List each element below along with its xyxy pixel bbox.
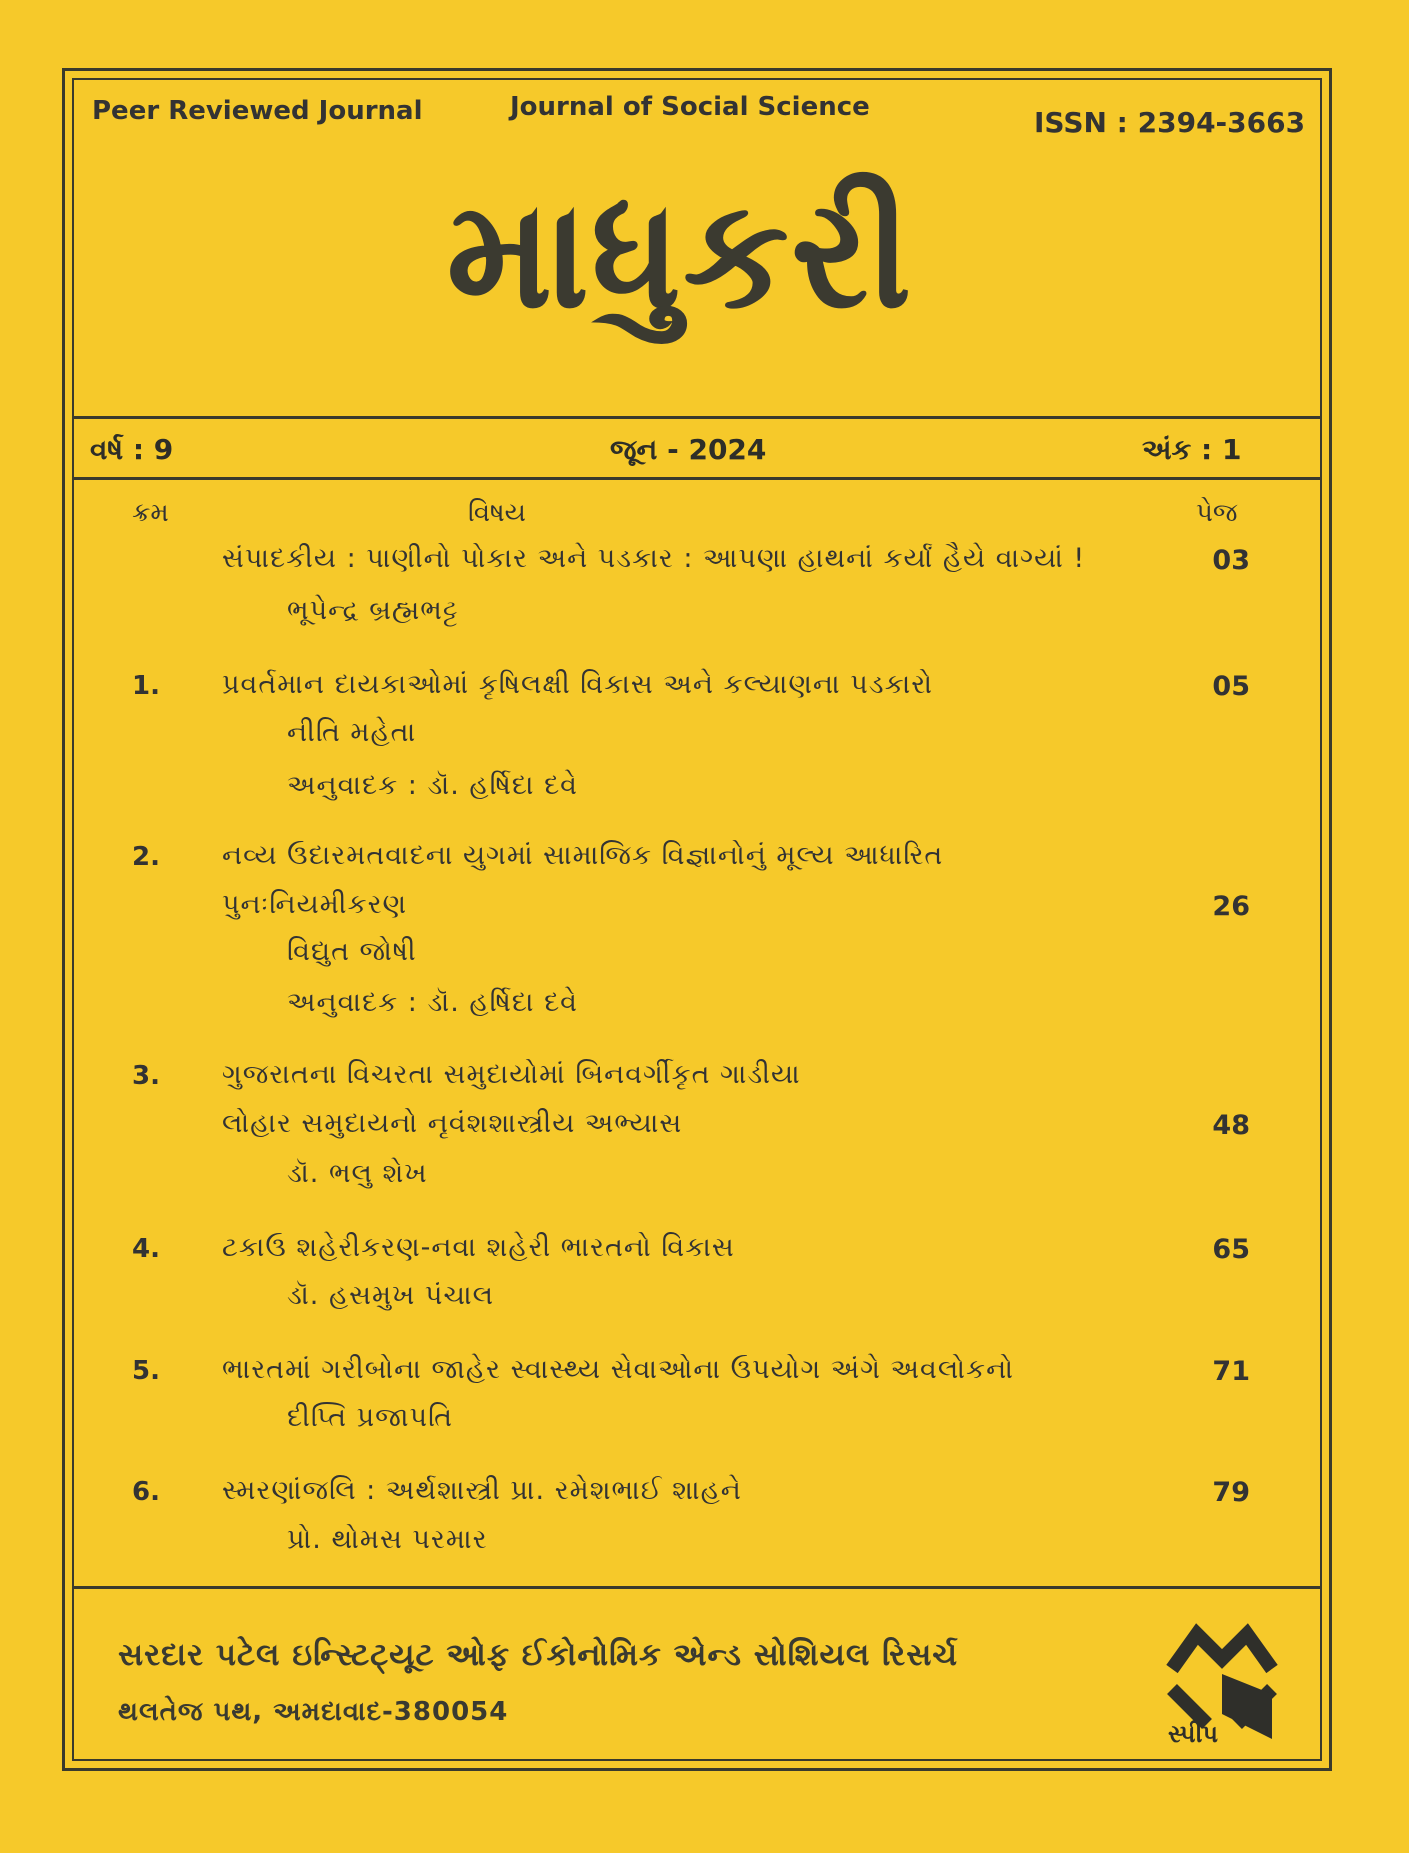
article-page: 26 (1212, 891, 1250, 922)
page-column-header: પેજ (1196, 498, 1238, 528)
article-title: સ્મરણાંજલિ : અર્થશાસ્ત્રી પ્રા. રમેશભાઈ શાહને (222, 1475, 742, 1506)
article-page: 48 (1212, 1110, 1250, 1141)
article-number: 2. (132, 842, 160, 872)
article-page: 65 (1212, 1234, 1250, 1265)
issn-label: ISSN : 2394-3663 (1034, 106, 1306, 139)
editorial-author: ભૂપેન્દ્ર બ્રહ્મભટ્ટ (287, 595, 459, 626)
article-page: 05 (1212, 671, 1250, 702)
issue-date: જૂન - 2024 (610, 433, 767, 466)
article-title: ભારતમાં ગરીબોના જાહેર સ્વાસ્થ્ય સેવાઓના ઉપયોગ અંગે અવલોકનો (222, 1354, 1014, 1385)
article-author: ડૉ. ભલુ શેખ (287, 1158, 428, 1189)
journal-type-label: Journal of Social Science (510, 92, 870, 122)
institute-name: સરદાર પટેલ ઇન્સ્ટિટ્યૂટ ઓફ ઈકોનોમિક એન્ડ સોશિયલ રિસર્ચ (118, 1637, 959, 1673)
institute-address: થલતેજ પથ, અમદાવાદ-380054 (118, 1697, 509, 1727)
article-author: નીતિ મહેતા (287, 717, 417, 748)
article-author: વિદ્યુત જોષી (287, 936, 417, 967)
article-title-continued: પુનઃનિયમીકરણ (222, 889, 408, 920)
article-number: 1. (132, 671, 160, 701)
article-page: 71 (1212, 1356, 1250, 1387)
article-page: 79 (1212, 1477, 1250, 1508)
issue-bar (72, 416, 1322, 480)
institute-logo-icon (1162, 1614, 1282, 1749)
peer-reviewed-label: Peer Reviewed Journal (92, 96, 423, 126)
article-translator: અનુવાદક : ડૉ. હર્ષિદા દવે (287, 770, 579, 801)
volume-label: વર્ષ : 9 (90, 433, 174, 466)
article-number: 6. (132, 1477, 160, 1507)
article-title: પ્રવર્તમાન દાયકાઓમાં કૃષિલક્ષી વિકાસ અને કલ્યાણના પડકારો (222, 669, 933, 700)
editorial-page: 03 (1212, 545, 1250, 576)
article-translator: અનુવાદક : ડૉ. હર્ષિદા દવે (287, 987, 579, 1018)
publisher-footer (72, 1586, 1322, 1761)
serial-column-header: ક્રમ (132, 498, 169, 528)
journal-masthead: માધુકરી (446, 168, 914, 342)
subject-column-header: વિષય (468, 498, 526, 528)
article-author: દીપ્તિ પ્રજાપતિ (287, 1402, 454, 1433)
article-title: ટકાઉ શહેરીકરણ-નવા શહેરી ભારતનો વિકાસ (222, 1232, 735, 1263)
article-title-continued: લોહાર સમુદાયનો નૃવંશશાસ્ત્રીય અભ્યાસ (222, 1108, 683, 1139)
article-number: 3. (132, 1061, 160, 1091)
article-title: નવ્ય ઉદારમતવાદના યુગમાં સામાજિક વિજ્ઞાનોનું મૂલ્ય આધારિત (222, 840, 944, 871)
article-number: 5. (132, 1356, 160, 1386)
logo-text: સ્પીપ (1168, 1720, 1218, 1748)
article-number: 4. (132, 1234, 160, 1264)
issue-number: અંક : 1 (1142, 433, 1242, 466)
article-author: પ્રો. થોમસ પરમાર (287, 1524, 488, 1555)
article-title: ગુજરાતના વિચરતા સમુદાયોમાં બિનવર્ગીકૃત ગાડીયા (222, 1059, 801, 1090)
editorial-title: સંપાદકીય : પાણીનો પોકાર અને પડકાર : આપણા હાથનાં કર્યાં હૈયે વાગ્યાં ! (222, 543, 1086, 574)
article-author: ડૉ. હસમુખ પંચાલ (287, 1280, 495, 1311)
